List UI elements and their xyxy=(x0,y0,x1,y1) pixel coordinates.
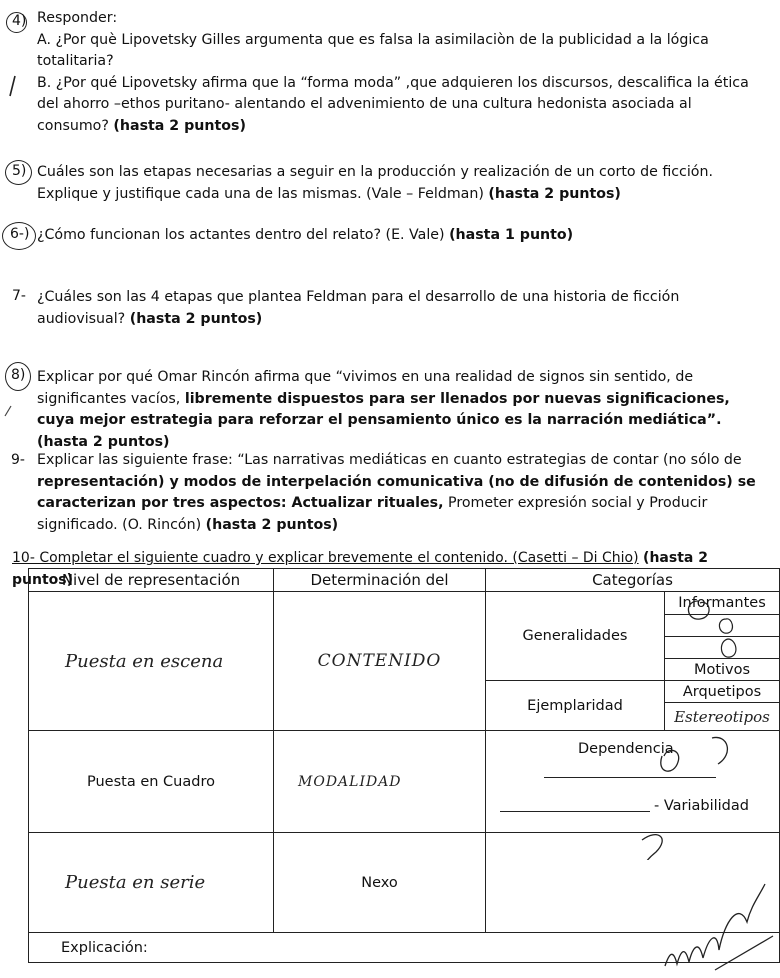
points-label: (hasta 2 puntos) xyxy=(37,433,170,450)
blank-line xyxy=(500,811,650,812)
generalidades-label: Generalidades xyxy=(486,592,665,681)
question-9: Explicar las siguiente frase: “Las narrativas mediáticas en cuanto estrategias de contar (no sólo de representación) y modos de interpelación comunicativa (no de difusión de contenidos) se caracterizan por tres aspectos: Actualizar rituales, Prometer expresión social y Producir significado. (O. Rincón) (hasta 2 puntos) xyxy=(37,452,756,533)
table-cell xyxy=(29,592,274,731)
handwritten-answer: MODALIDAD xyxy=(298,773,402,790)
handwritten-answer: Puesta en serie xyxy=(65,872,206,893)
question-6: ¿Cómo funcionan los actantes dentro del relato? (E. Vale) (hasta 1 punto) xyxy=(37,227,574,243)
points-label: (hasta 2 puntos) xyxy=(129,310,263,327)
points-label: (hasta 1 punto) xyxy=(449,227,574,243)
question-4b: B. ¿Por qué Lipovetsky afirma que la “forma moda” ,que adquieren los discursos, descalifica la ética del ahorro –ethos puritano- alentando el advenimiento de una cultura hedonista asociada al consumo? (hasta 2 puntos) xyxy=(37,74,749,134)
signature xyxy=(655,870,780,978)
pen-mark xyxy=(4,74,18,98)
handwritten-scribble xyxy=(640,720,750,860)
question-4 xyxy=(37,8,762,137)
question-number: 4) xyxy=(12,13,27,29)
question-number: 5) xyxy=(12,163,27,179)
question-intro: Responder: xyxy=(37,10,118,26)
points-label: (hasta 2 puntos) xyxy=(488,185,621,202)
question-5: Cuáles son las etapas necesarias a seguir en la producción y realización de un corto de ficción. Explique y justifique cada una de las mismas. (Vale – Feldman) (hasta 2 puntos) xyxy=(37,164,713,202)
explicacion-label: Explicación: xyxy=(61,939,148,956)
points-label: (hasta 2 puntos) xyxy=(113,117,246,134)
arquetipos-label: Arquetipos xyxy=(665,681,780,703)
points-label: (hasta 2 puntos) xyxy=(205,516,339,533)
header-nivel: Nivel de representación xyxy=(29,569,274,592)
handwritten-answer: Estereotipos xyxy=(674,707,770,726)
question-10: 10- Completar el siguiente cuadro y explicar brevemente el contenido. (Casetti – Di Chio) (hasta 2 puntos) xyxy=(12,550,708,588)
table-header-row xyxy=(29,569,780,592)
question-4a: A. ¿Por què Lipovetsky Gilles argumenta que es falsa la asimilaciòn de la publicidad a la lógica totalitaria? xyxy=(37,31,709,69)
handwritten-scribble xyxy=(670,595,750,675)
ejemplaridad-label: Ejemplaridad xyxy=(486,681,665,731)
question-number: 6-) xyxy=(10,226,30,242)
question-number: 7- xyxy=(12,288,26,304)
header-determinacion: Determinación del xyxy=(274,569,486,592)
informantes-label: Informantes xyxy=(665,592,780,615)
table-cell xyxy=(274,731,486,833)
dependencia-label: Dependencia xyxy=(578,741,674,757)
question-7: ¿Cuáles son las 4 etapas que plantea Feldman para el desarrollo de una historia de ficción audiovisual? (hasta 2 puntos) xyxy=(37,289,680,327)
nexo-label: Nexo xyxy=(274,833,486,933)
pen-mark xyxy=(2,404,14,418)
handwritten-answer: Puesta en escena xyxy=(65,650,224,672)
table-cell xyxy=(29,833,274,933)
handwritten-answer: CONTENIDO xyxy=(317,651,442,671)
motivos-label: Motivos xyxy=(665,659,780,681)
variabilidad-label: - Variabilidad xyxy=(654,798,749,814)
header-categorias: Categorías xyxy=(486,569,780,592)
question-number: 9- xyxy=(11,452,25,468)
question-number: 8) xyxy=(11,367,26,383)
table-cell xyxy=(274,592,486,731)
points-label: (hasta 2 puntos) xyxy=(12,550,708,588)
question-8: Explicar por qué Omar Rincón afirma que “vivimos en una realidad de signos sin sentido, de significantes vacíos, libremente dispuestos para ser llenados por nuevas significaciones, cuya mejor estrategia para reforzar el pensamiento único es la narración mediática”. (hasta 2 puntos) xyxy=(37,369,730,450)
puesta-en-cuadro-label: Puesta en Cuadro xyxy=(29,731,274,833)
